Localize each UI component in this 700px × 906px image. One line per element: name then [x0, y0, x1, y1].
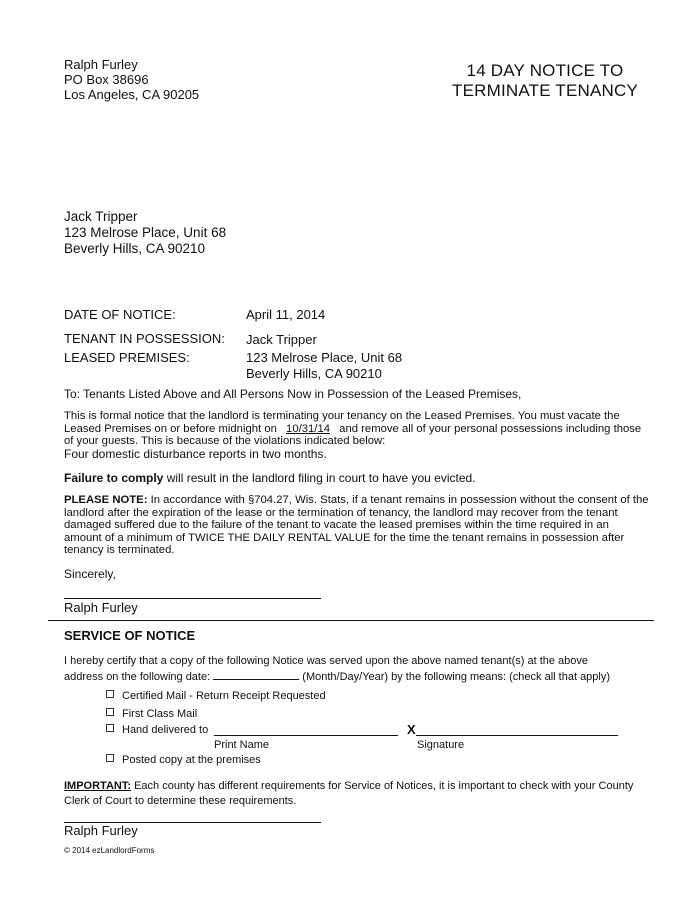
important-paragraph: [64, 779, 639, 809]
salutation: To: Tenants Listed Above and All Persons Now in Possession of the Leased Premises,: [64, 387, 522, 401]
option-first-class[interactable]: [106, 708, 197, 721]
certify-line1: I hereby certify that a copy of the following Notice was served upon the above named tenant(s) at the above: [64, 655, 589, 667]
signature-field-line[interactable]: [416, 735, 618, 736]
recipient-address-line1: 123 Melrose Place, Unit 68: [64, 225, 227, 240]
please-note-text: In accordance with §704.27, Wis. Stats, if a tenant remains in possession without the consent of the landlord after the expiration of the lease or the termination of tenancy, the landlord may recover from the tenant damaged suffered due to the failure of the tenant to vacate the leased premises within the time required in an amount of a minimum of TWICE THE DAILY RENTAL VALUE for the time the tenant remains in possession after tenancy is terminated.: [64, 494, 649, 556]
please-note-paragraph: [64, 494, 649, 557]
recipient-address-line2: Beverly Hills, CA 90210: [64, 241, 206, 256]
title-line1: 14 DAY NOTICE TO: [466, 61, 624, 80]
important-bold: IMPORTANT:: [64, 780, 132, 792]
print-name-line[interactable]: [214, 735, 398, 736]
certify-line2: [64, 669, 610, 684]
date-label: DATE OF NOTICE:: [64, 307, 176, 322]
date-value: April 11, 2014: [246, 307, 326, 322]
landlord-name: Ralph Furley: [64, 57, 138, 72]
option-hand-label: Hand delivered to: [122, 724, 209, 736]
x-mark: X: [407, 722, 416, 737]
option-first-class-label: First Class Mail: [122, 708, 198, 720]
option-posted[interactable]: [106, 754, 261, 767]
landlord-address-line1: PO Box 38696: [64, 72, 149, 87]
option-certified-label: Certified Mail - Return Receipt Requested: [122, 690, 326, 702]
service-heading: SERVICE OF NOTICE: [64, 628, 196, 643]
checkbox-icon[interactable]: [106, 708, 114, 716]
closing: Sincerely,: [64, 567, 116, 581]
notice-text-part1: This is formal notice that the landlord is terminating your tenancy on the Leased Premises. You must vacate the Leased Premises on or before midnight on: [64, 410, 620, 435]
landlord-address: [64, 57, 199, 102]
tenant-value: Jack Tripper: [246, 332, 317, 347]
violation-text: Four domestic disturbance reports in two months.: [64, 447, 327, 461]
checkbox-icon[interactable]: [106, 690, 114, 698]
option-posted-label: Posted copy at the premises: [122, 754, 261, 766]
signature-caption: Signature: [417, 739, 465, 751]
failure-text: will result in the landlord filing in court to have you evicted.: [163, 471, 476, 485]
option-certified-mail[interactable]: [106, 690, 326, 703]
service-date-blank[interactable]: [213, 669, 299, 680]
important-text: Each county has different requirements for Service of Notices, it is important to check with your County Clerk of Court to determine these requirements.: [64, 780, 634, 807]
tenant-label: TENANT IN POSSESSION:: [64, 331, 225, 346]
title-line2: TERMINATE TENANCY: [451, 81, 638, 100]
premises-line1: 123 Melrose Place, Unit 68: [246, 350, 403, 365]
vacate-date: 10/31/14: [286, 422, 331, 435]
premises-label: LEASED PREMISES:: [64, 350, 190, 365]
notice-text-part2: and remove all of your personal possessions including those of your guests. This is because of the violations indicated below:: [64, 422, 642, 447]
print-name-caption: Print Name: [214, 739, 270, 751]
signature-line: [64, 598, 321, 599]
checkbox-icon[interactable]: [106, 724, 114, 732]
section-divider: [48, 620, 654, 621]
document-title: [440, 61, 650, 101]
premises-line2: Beverly Hills, CA 90210: [246, 366, 382, 381]
failure-paragraph: [64, 472, 476, 485]
option-hand-delivered[interactable]: [106, 724, 208, 737]
landlord-address-line2: Los Angeles, CA 90205: [64, 87, 200, 102]
notice-paragraph: [64, 410, 649, 448]
recipient-address: [64, 209, 226, 257]
signer-name: Ralph Furley: [64, 600, 138, 615]
premises-value: [246, 350, 402, 382]
certify-line2-start: address on the following date:: [64, 671, 211, 683]
service-signer-name: Ralph Furley: [64, 823, 138, 838]
checkbox-icon[interactable]: [106, 754, 114, 762]
recipient-name: Jack Tripper: [64, 209, 138, 224]
certify-line2-end: (Month/Day/Year) by the following means: (check all that apply): [302, 671, 611, 683]
please-note-bold: PLEASE NOTE:: [64, 494, 148, 506]
copyright: © 2014 ezLandlordForms: [64, 846, 155, 855]
failure-bold: Failure to comply: [64, 471, 164, 485]
